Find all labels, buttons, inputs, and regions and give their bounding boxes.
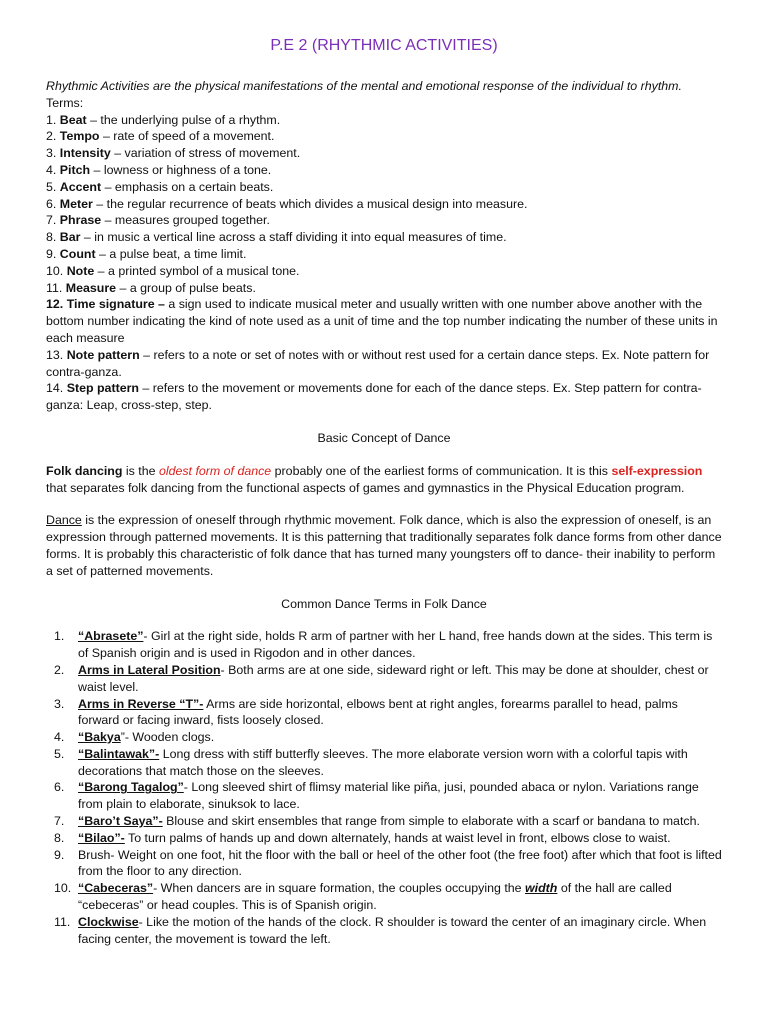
intro-paragraph: Rhythmic Activities are the physical manifestations of the mental and emotional response of the individual to rhythm. xyxy=(46,79,682,93)
terms-list xyxy=(46,112,722,414)
term-definition: – a group of pulse beats. xyxy=(116,280,256,295)
term-definition: a sign used to indicate musical meter and usually written with one number above another with the bottom number indicating the kind of note used as a unit of time and the top number indicating the number of these units in each measure xyxy=(46,297,718,345)
term-word: Phrase xyxy=(59,213,102,228)
term-item xyxy=(46,263,722,280)
term-item xyxy=(46,229,722,246)
item-number: 10. xyxy=(54,881,72,896)
term-word: Bar xyxy=(59,230,81,245)
item-number: 9. xyxy=(54,847,65,862)
para-text: is the expression of oneself through rhythmic movement. Folk dance, which is also the expression of oneself, is an expression through patterned movements. It is this patterning that traditionally separates folk dance forms from other dance forms. It is probably this characteristic of folk dance that has turned many youngsters off to dance- their inability to perform a set of patterned movements. xyxy=(46,513,722,578)
term-definition: – rate of speed of a movement. xyxy=(99,129,275,144)
highlight-oldest-form: oldest form of dance xyxy=(158,463,272,478)
term-word: Intensity xyxy=(59,146,111,161)
term-item xyxy=(46,145,722,162)
folk-dancing-lead: Folk dancing xyxy=(46,463,123,478)
term-definition: – emphasis on a certain beats. xyxy=(101,179,274,194)
item-term: “Balintawak”- xyxy=(78,746,160,761)
term-word: Step pattern xyxy=(66,381,139,396)
term-definition: – a printed symbol of a musical tone. xyxy=(94,263,300,278)
item-number: 2. xyxy=(54,662,65,677)
item-definition: Blouse and skirt ensembles that range from simple to elaborate with a scarf or bandana to match. xyxy=(162,814,700,829)
terms-label: Terms: xyxy=(46,95,84,110)
item-number: 11. xyxy=(54,914,71,929)
term-item xyxy=(46,380,722,414)
item-definition: To turn palms of hands up and down alternately, hands at waist level in front, elbows close to waist. xyxy=(124,830,671,845)
term-word: Note xyxy=(66,263,95,278)
dance-term-item xyxy=(46,779,722,813)
item-definition: of the hall are called “cebeceras” or head couples. This is of Spanish origin. xyxy=(78,881,672,913)
term-definition: – variation of stress of movement. xyxy=(110,146,301,161)
term-number: 13. xyxy=(46,347,64,362)
item-emphasis-width: width xyxy=(525,881,558,896)
term-number: 4. xyxy=(46,162,57,177)
term-word: Note pattern xyxy=(66,347,140,362)
dance-lead: Dance xyxy=(46,513,82,528)
term-number: 9. xyxy=(46,246,57,261)
term-number: 7. xyxy=(46,213,57,228)
common-terms-heading: Common Dance Terms in Folk Dance xyxy=(281,596,487,611)
term-number: 3. xyxy=(46,146,57,161)
term-item xyxy=(46,212,722,229)
term-definition: – a pulse beat, a time limit. xyxy=(95,246,247,261)
item-definition: Long dress with stiff butterfly sleeves. The more elaborate version worn with a colorful tapis with decorations that match those on the sleeves. xyxy=(78,746,688,778)
term-definition: – lowness or highness of a tone. xyxy=(90,162,272,177)
term-item xyxy=(46,280,722,297)
term-item xyxy=(46,179,722,196)
folk-dancing-paragraph xyxy=(46,463,722,497)
item-term: “Abrasete” xyxy=(78,629,144,644)
term-number: 5. xyxy=(46,179,57,194)
item-number: 6. xyxy=(54,780,65,795)
term-definition: – measures grouped together. xyxy=(101,213,270,228)
highlight-self-expression: self-expression xyxy=(611,463,703,478)
term-word: Measure xyxy=(65,280,117,295)
dance-term-item xyxy=(46,880,722,914)
item-term: “Bakya xyxy=(78,730,121,745)
item-term: Arms in Reverse “T”- xyxy=(78,696,204,711)
term-word: Tempo xyxy=(59,129,100,144)
item-definition: ”- Wooden clogs. xyxy=(120,730,215,745)
item-term: “Barong Tagalog” xyxy=(78,780,184,795)
term-word: Accent xyxy=(59,179,102,194)
term-item xyxy=(46,128,722,145)
para-text: is the xyxy=(122,463,159,478)
dance-term-item xyxy=(46,662,722,696)
item-number: 8. xyxy=(54,830,65,845)
item-definition: - Long sleeved shirt of flimsy material like piña, jusi, pounded abaca or nylon. Variations range from plain to elaborate, sinuksok to lace. xyxy=(78,780,699,812)
term-definition: – refers to a note or set of notes with or without rest used for a certain dance steps. Ex. Note pattern for contra-ganza. xyxy=(46,347,710,379)
dance-paragraph xyxy=(46,512,722,579)
item-term: “Bilao”- xyxy=(78,830,125,845)
item-number: 1. xyxy=(54,629,65,644)
term-number: 2. xyxy=(46,129,57,144)
term-definition: – refers to the movement or movements done for each of the dance steps. Ex. Step pattern for contra-ganza: Leap, cross-step, step. xyxy=(46,381,702,413)
term-definition: – the underlying pulse of a rhythm. xyxy=(86,112,281,127)
term-number: 12. xyxy=(46,297,64,312)
dance-term-item xyxy=(46,914,722,948)
term-number: 8. xyxy=(46,230,57,245)
item-number: 5. xyxy=(54,746,65,761)
term-item xyxy=(46,246,722,263)
dance-term-item xyxy=(46,746,722,780)
item-term: “Baro’t Saya”- xyxy=(78,814,163,829)
term-word: Beat xyxy=(59,112,87,127)
term-word: Time signature – xyxy=(66,297,165,312)
term-word: Count xyxy=(59,246,96,261)
term-item xyxy=(46,347,722,381)
item-number: 7. xyxy=(54,814,65,829)
item-definition: - Like the motion of the hands of the clock. R shoulder is toward the center of an imaginary circle. When facing center, the movement is toward the left. xyxy=(78,914,707,946)
item-term: Arms in Lateral Position xyxy=(78,662,221,677)
item-definition: - Both arms are at one side, sideward right or left. This may be done at shoulder, chest or waist level. xyxy=(78,662,709,694)
item-definition: Brush- Weight on one foot, hit the floor with the ball or heel of the other foot (the free foot) after which that foot is lifted from the floor to any direction. xyxy=(78,847,722,879)
term-number: 10. xyxy=(46,263,64,278)
item-definition: - Girl at the right side, holds R arm of partner with her L hand, free hands down at the sides. This term is of Spanish origin and is used in Rigodon and in other dances. xyxy=(78,629,713,661)
term-item xyxy=(46,162,722,179)
dance-term-item xyxy=(46,628,722,662)
term-word: Meter xyxy=(59,196,93,211)
item-number: 3. xyxy=(54,696,65,711)
term-item xyxy=(46,112,722,129)
item-definition: - When dancers are in square formation, the couples occupying the xyxy=(153,881,526,896)
dance-terms-list xyxy=(46,628,722,947)
term-number: 14. xyxy=(46,381,64,396)
term-number: 11. xyxy=(46,280,63,295)
term-item xyxy=(46,296,722,346)
term-number: 6. xyxy=(46,196,57,211)
dance-term-item xyxy=(46,729,722,746)
page-title: P.E 2 (RHYTHMIC ACTIVITIES) xyxy=(270,37,498,54)
dance-term-item xyxy=(46,813,722,830)
term-number: 1. xyxy=(46,112,57,127)
term-definition: – in music a vertical line across a staff dividing it into equal measures of time. xyxy=(80,230,507,245)
term-word: Pitch xyxy=(59,162,91,177)
item-term: Clockwise xyxy=(78,914,139,929)
para-text: that separates folk dancing from the functional aspects of games and gymnastics in the Physical Education program. xyxy=(46,480,685,495)
item-definition: Arms are side horizontal, elbows bent at right angles, forearms parallel to head, palms forward or facing inward, fists loosely closed. xyxy=(78,696,678,728)
item-number: 4. xyxy=(54,730,65,745)
dance-term-item xyxy=(46,847,722,881)
term-item xyxy=(46,196,722,213)
dance-term-item xyxy=(46,696,722,730)
term-definition: – the regular recurrence of beats which divides a musical design into measure. xyxy=(92,196,528,211)
basic-concept-heading: Basic Concept of Dance xyxy=(317,430,451,445)
item-term: “Cabeceras” xyxy=(78,881,154,896)
dance-term-item xyxy=(46,830,722,847)
para-text: probably one of the earliest forms of communication. It is this xyxy=(271,463,612,478)
